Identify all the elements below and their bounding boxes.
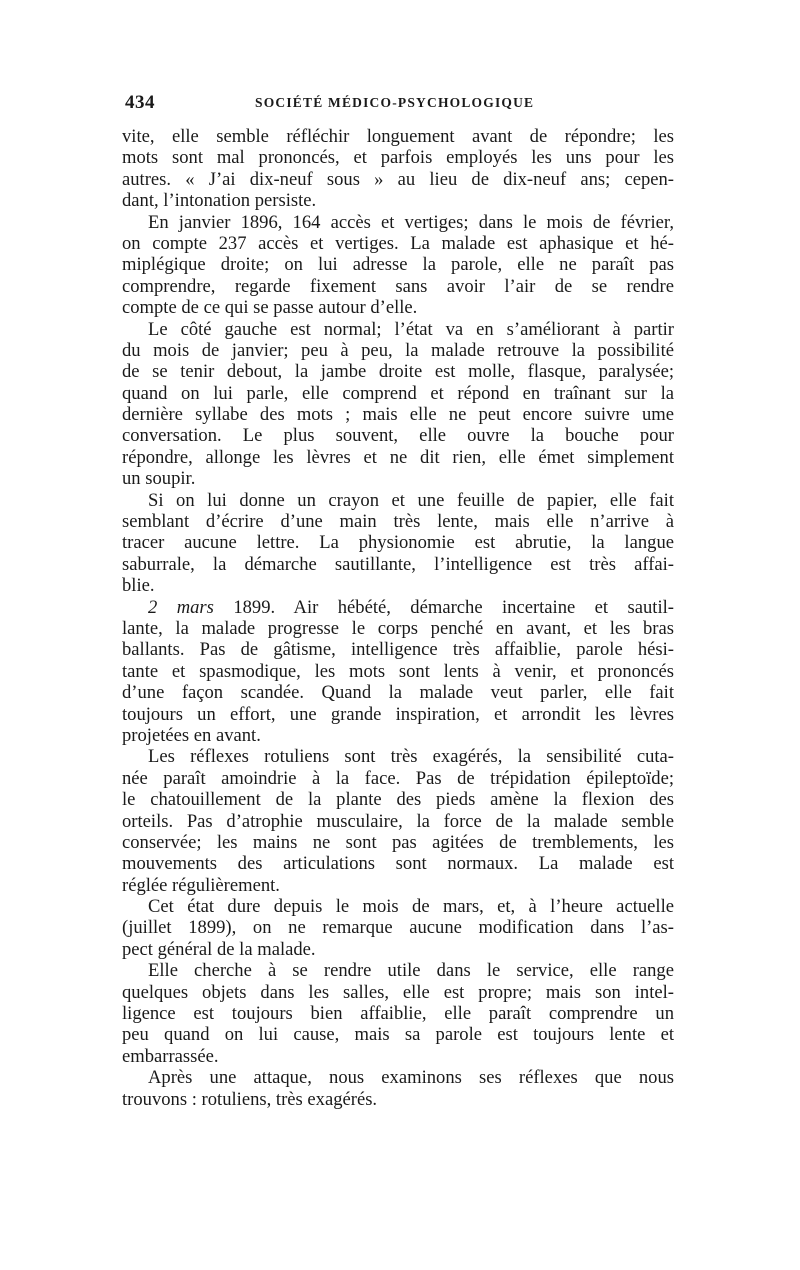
text-line: du mois de janvier; peu à peu, la malade retrouve la possibilité — [122, 339, 674, 361]
text-line: mots sont mal prononcés, et parfois employés les uns pour les — [122, 147, 674, 169]
text-line: née paraît amoindrie à la face. Pas de trépidation épileptoïde; — [122, 767, 674, 789]
text-line: conservée; les mains ne sont pas agitées de tremblements, les — [122, 831, 674, 853]
text-line: Elle cherche à se rendre utile dans le service, elle range — [148, 960, 674, 982]
text-line: un soupir. — [122, 468, 196, 490]
text-line-rest: 1899. Air hébété, démarche incertaine et sautil- — [213, 596, 674, 618]
text-line: quelques objets dans les salles, elle est propre; mais son intel- — [122, 981, 674, 1003]
text-line: dant, l’intonation persiste. — [122, 190, 317, 212]
text-line: vite, elle semble réfléchir longuement avant de répondre; les — [122, 126, 674, 147]
text-line: saburrale, la démarche sautillante, l’intelligence est très affai- — [122, 553, 674, 575]
text-line: pect général de la malade. — [122, 938, 316, 960]
paragraph — [122, 1067, 674, 1110]
text-line: réglée régulièrement. — [122, 874, 280, 896]
text-line: lante, la malade progresse le corps penché en avant, et les bras — [122, 617, 674, 639]
paragraph — [122, 212, 674, 319]
text-line: Si on lui donne un crayon et une feuille de papier, elle fait — [148, 489, 674, 511]
text-line: quand on lui parle, elle comprend et répond en traînant sur la — [122, 382, 674, 404]
text-line: semblant d’écrire d’une main très lente, mais elle n’arrive à — [122, 511, 674, 533]
text-line: trouvons : rotuliens, très exagérés. — [122, 1088, 378, 1110]
text-line: miplégique droite; on lui adresse la parole, elle ne paraît pas — [122, 254, 674, 276]
paragraph — [122, 746, 674, 896]
text-line: on compte 237 accès et vertiges. La malade est aphasique et hé- — [122, 232, 674, 254]
text-line: Cet état dure depuis le mois de mars, et, à l’heure actuelle — [148, 896, 674, 918]
text-line: répondre, allonge les lèvres et ne dit rien, elle émet simplement — [122, 446, 674, 468]
text-line: Les réflexes rotuliens sont très exagérés, la sensibilité cuta- — [148, 746, 674, 768]
text-line: le chatouillement de la plante des pieds amène la flexion des — [122, 789, 674, 811]
text-line: dernière syllabe des mots ; mais elle ne peut encore suivre ume — [122, 404, 674, 426]
text-line: (juillet 1899), on ne remarque aucune modification dans l’as- — [122, 917, 674, 939]
text-line: comprendre, regarde fixement sans avoir l’air de se rendre — [122, 275, 674, 297]
text-line: ligence est toujours bien affaiblie, elle paraît comprendre un — [122, 1003, 674, 1025]
body-text — [122, 126, 674, 1110]
text-line: ballants. Pas de gâtisme, intelligence très affaiblie, parole hési- — [122, 639, 674, 661]
date-prefix: 2 mars — [148, 596, 214, 618]
text-line: embarrassée. — [122, 1045, 219, 1067]
text-line: Après une attaque, nous examinons ses réflexes que nous — [148, 1067, 674, 1089]
text-line: compte de ce qui se passe autour d’elle. — [122, 297, 418, 319]
running-header — [125, 92, 675, 116]
page-number: 434 — [125, 92, 155, 113]
journal-title: SOCIÉTÉ MÉDICO-PSYCHOLOGIQUE — [255, 95, 535, 110]
paragraph — [122, 960, 674, 1067]
text-line: Le côté gauche est normal; l’état va en s’améliorant à partir — [148, 318, 674, 340]
text-line: autres. « J’ai dix-neuf sous » au lieu de dix-neuf ans; cepen- — [122, 168, 674, 190]
text-line: conversation. Le plus souvent, elle ouvre la bouche pour — [122, 425, 674, 447]
text-line: de se tenir debout, la jambe droite est molle, flasque, paralysée; — [122, 361, 674, 383]
text-line — [122, 597, 674, 618]
paragraph — [122, 896, 674, 960]
paragraph — [122, 126, 674, 212]
text-line: blie. — [122, 575, 155, 597]
paragraph — [122, 597, 674, 747]
text-line: projetées en avant. — [122, 724, 261, 746]
text-line: toujours un effort, une grande inspiration, et arrondit les lèvres — [122, 703, 674, 725]
paragraph — [122, 319, 674, 490]
text-line: tracer aucune lettre. La physionomie est abrutie, la langue — [122, 532, 674, 554]
paragraph — [122, 490, 674, 597]
text-line: mouvements des articulations sont normaux. La malade est — [122, 853, 674, 875]
text-line: d’une façon scandée. Quand la malade veut parler, elle fait — [122, 682, 674, 704]
text-line: orteils. Pas d’atrophie musculaire, la force de la malade semble — [122, 810, 674, 832]
text-line: peu quand on lui cause, mais sa parole est toujours lente et — [122, 1024, 674, 1046]
text-line: En janvier 1896, 164 accès et vertiges; dans le mois de février, — [148, 211, 674, 233]
text-line: tante et spasmodique, les mots sont lents à venir, et prononcés — [122, 660, 674, 682]
